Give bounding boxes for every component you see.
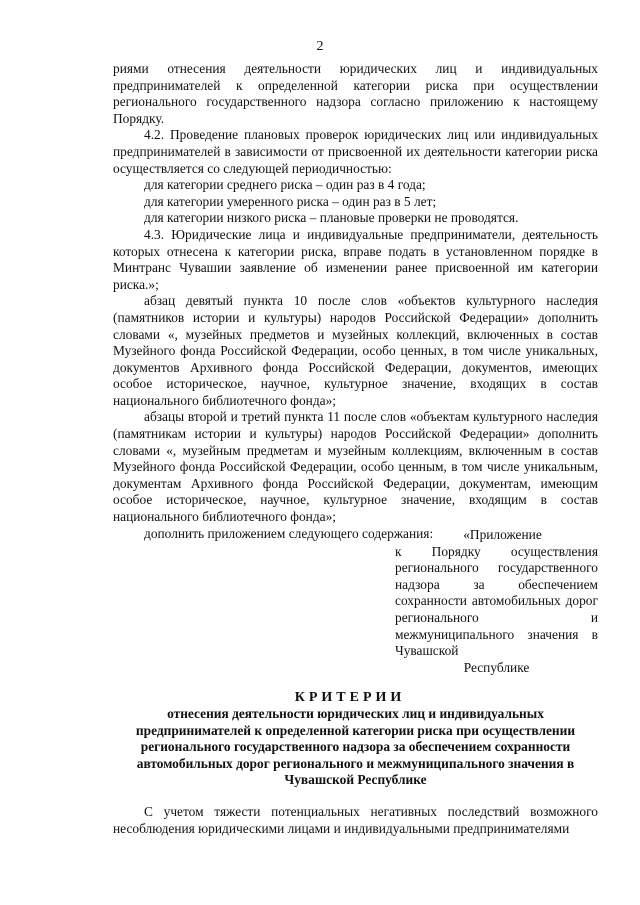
periodicity-low-risk: для категории низкого риска – плановые проверки не проводятся. (144, 210, 519, 226)
closing-text (113, 804, 598, 837)
paragraph-add-appendix: дополнить приложением следующего содержания: (144, 525, 434, 541)
body-text (113, 61, 598, 542)
closing-paragraph: С учетом тяжести потенциальных негативных последствий возможного несоблюдения юридическими лицами и индивидуальными предпринимателями (113, 804, 598, 836)
paragraph-item-11: абзацы второй и третий пункта 11 после слов «объектам культурного наследия (памятникам истории и культуры) народов Российской Федерации» дополнить словами «, музейным предметам и музейным коллекциям, включенным в состав Музейного фонда Российской Федерации, особо ценным, в том числе уникальным, документам Архивного фонда Российской Федерации, документам, имеющим особое историческое, научное, культурное значение, входящим в состав национального библиотечного фонда»; (113, 409, 598, 525)
paragraph-continuation: риями отнесения деятельности юридических лиц и индивидуальных предпринимателей к определенной категории риска при осуществлении регионального государственного надзора согласно приложению к настоящему Порядку. (113, 61, 598, 126)
page-number: 2 (316, 39, 324, 54)
paragraph-4-3: 4.3. Юридические лица и индивидуальные предприниматели, деятельность которых отнесена к категории риска, вправе подать в установленном порядке в Минтранс Чувашии заявление об изменении ранее присвоенной им категории риска.»; (113, 226, 598, 292)
criteria-subtitle: отнесения деятельности юридических лиц и индивидуальных предпринимателей к определенной категории риска при осуществлении регионального государственного надзора за обеспечением сохранности автомобильных дорог регионального и межмуниципального значения в Чувашской Республике (135, 706, 576, 788)
paragraph-item-10: абзац девятый пункта 10 после слов «объектов культурного наследия (памятников истории и культуры) народов Российской Федерации» дополнить словами «, музейных предметов и музейных коллекций, включенных в состав Музейного фонда Российской Федерации, особо ценных, в том числе уникальных, документов Архивного фонда Российской Федерации, документов, имеющих особое историческое, научное, культурное значение, входящих в состав национального библиотечного фонда»; (113, 293, 598, 408)
appendix-note-tail: Республике (463, 659, 530, 675)
criteria-title: КРИТЕРИИ (294, 690, 406, 705)
appendix-note-body: к Порядку осуществления регионального государственного надзора за обеспечением сохранности автомобильных дорог регионального и межмуниципального значения в Чувашской (395, 543, 598, 659)
appendix-note-head: «Приложение (463, 527, 542, 542)
periodicity-medium-risk: для категории среднего риска – один раз в 4 года; (144, 177, 426, 193)
paragraph-4-2: 4.2. Проведение плановых проверок юридических лиц или индивидуальных предпринимателей в зависимости от присвоенной их деятельности категории риска осуществляется со следующей периодичностью: (113, 127, 598, 176)
appendix-note (395, 527, 598, 676)
periodicity-moderate-risk: для категории умеренного риска – один раз в 5 лет; (144, 193, 437, 209)
